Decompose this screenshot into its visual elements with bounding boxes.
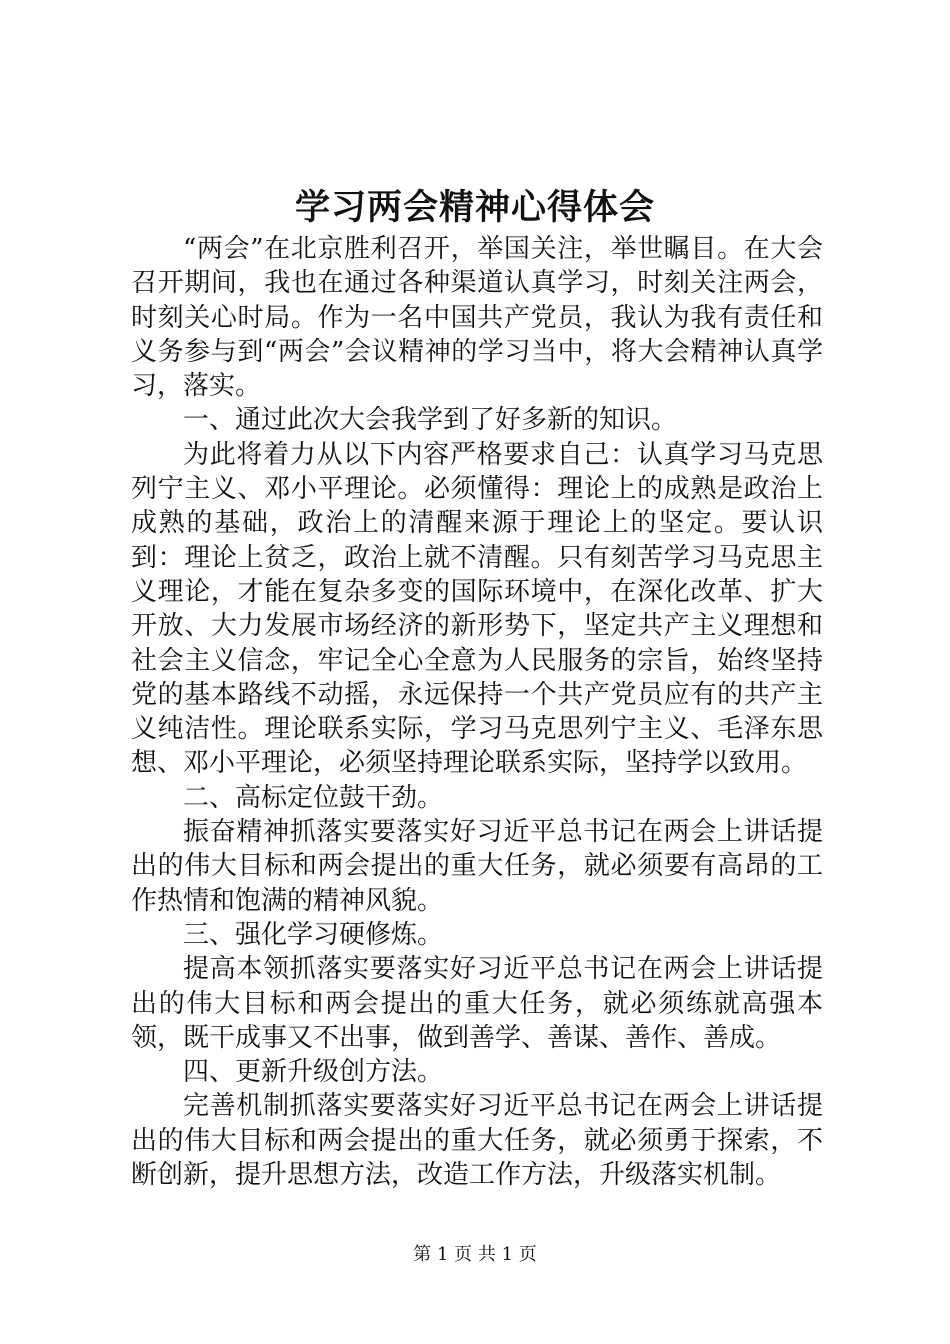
- section-heading-1: 一、通过此次大会我学到了好多新的知识。: [183, 405, 678, 436]
- paragraph-section-2: 振奋精神抓落实要落实好习近平总书记在两会上讲话提出的伟大目标和两会提出的重大任务，就必须要有高昂的工作热情和饱满的精神风貌。: [131, 817, 823, 916]
- paragraph-section-1: 为此将着力从以下内容严格要求自己：认真学习马克思列宁主义、邓小平理论。必须懂得：理论上的成熟是政治上成熟的基础，政治上的清醒来源于理论上的坚定。要认识到：理论上贫乏，政治上就不清醒。只有刻苦学习马克思主义理论，才能在复杂多变的国际环境中，在深化改革、扩大开放、大力发展市场经济的新形势下，坚定共产主义理想和社会主义信念，牢记全心全意为人民服务的宗旨，始终坚持党的基本路线不动摇，永远保持一个共产党员应有的共产主义纯洁性。理论联系实际，学习马克思列宁主义、毛泽东思想、邓小平理论，必须坚持理论联系实际，坚持学以致用。: [131, 439, 823, 779]
- page-number-footer: 第 1 页 共 1 页: [413, 1244, 537, 1265]
- section-heading-4: 四、更新升级创方法。: [183, 1057, 444, 1088]
- section-heading-3: 三、强化学习硬修炼。: [183, 919, 444, 950]
- document-title: 学习两会精神心得体会: [294, 188, 655, 228]
- section-heading-2: 二、高标定位鼓干劲。: [183, 782, 444, 813]
- paragraph-section-3: 提高本领抓落实要落实好习近平总书记在两会上讲话提出的伟大目标和两会提出的重大任务，就必须练就高强本领，既干成事又不出事，做到善学、善谋、善作、善成。: [131, 954, 823, 1053]
- document-body: [131, 232, 823, 1192]
- paragraph-section-4: 完善机制抓落实要落实好习近平总书记在两会上讲话提出的伟大目标和两会提出的重大任务，就必须勇于探索，不断创新，提升思想方法，改造工作方法，升级落实机制。: [131, 1091, 823, 1191]
- paragraph-intro: “两会”在北京胜利召开，举国关注，举世瞩目。在大会召开期间，我也在通过各种渠道认真学习，时刻关注两会，时刻关心时局。作为一名中国共产党员，我认为我有责任和义务参与到“两会”会议精神的学习当中，将大会精神认真学习，落实。: [131, 234, 823, 402]
